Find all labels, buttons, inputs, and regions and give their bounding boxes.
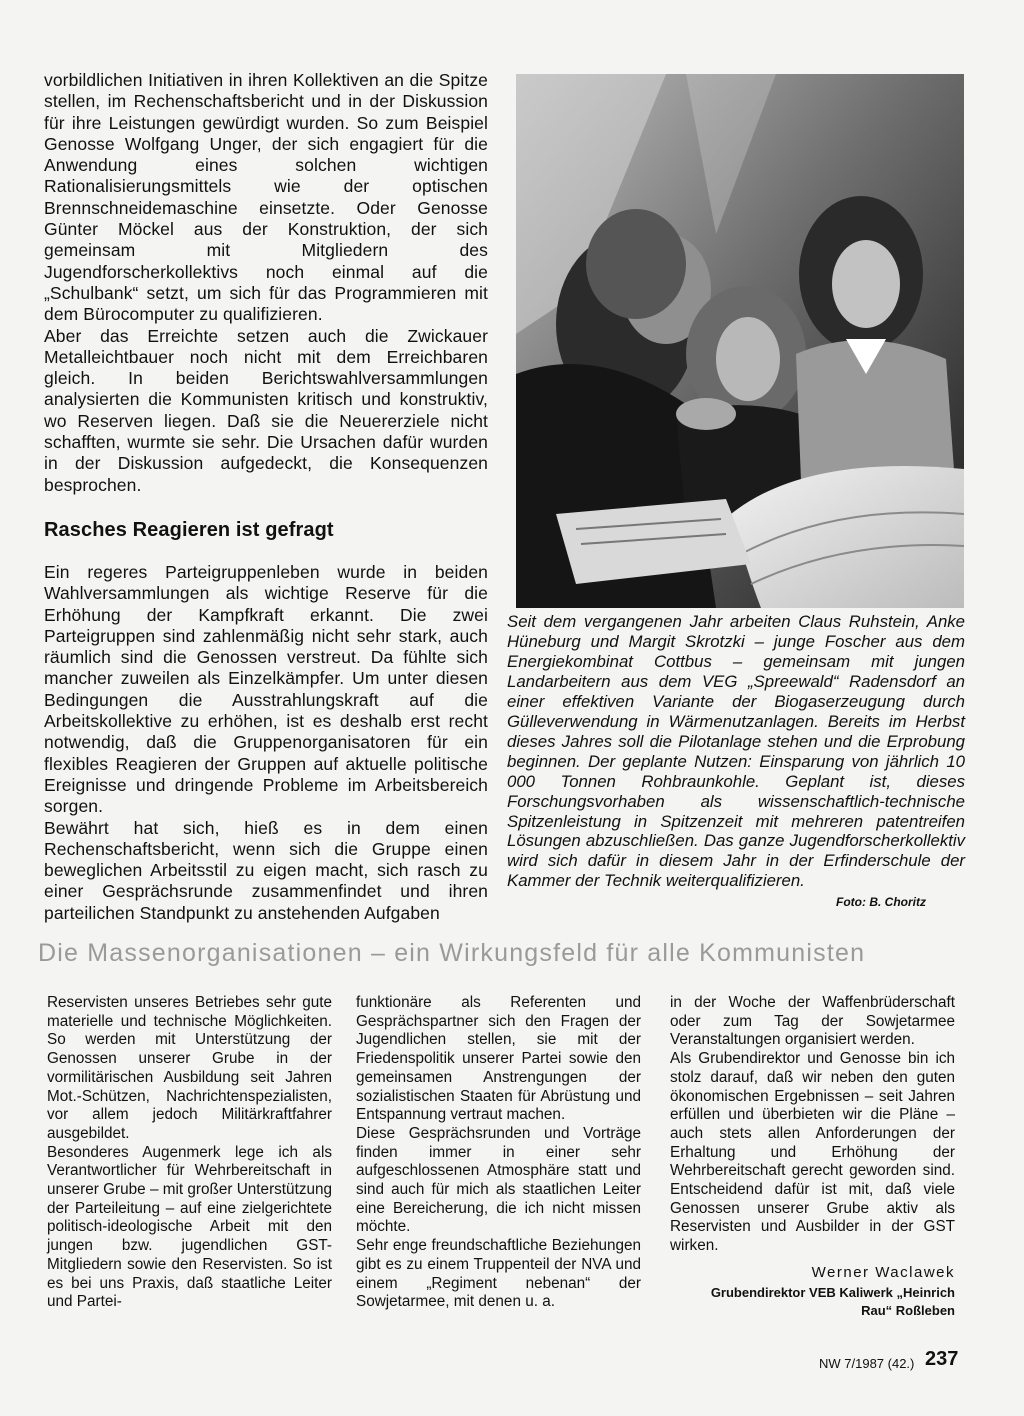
- bottom-column-3: [670, 994, 955, 1256]
- photo-credit: Foto: B. Choritz: [836, 895, 926, 909]
- column-paragraph: Reservisten unseres Betriebes sehr gute materielle und technische Möglichkeiten. So werden mit Unterstützung der Genossen unserer Grube in der vormilitärischen Ausbildung seit Jahren Mot.-Schützen, Nachrichtenspezialisten, vor allem jedoch Militärkraftfahrer ausgebildet.: [47, 994, 332, 1142]
- article-top-column: [44, 70, 488, 924]
- column-paragraph: in der Woche der Waffenbrüderschaft oder zum Tag der Sowjetarmee Veranstaltungen organisiert werden.: [670, 994, 955, 1049]
- photo-caption: Seit dem vergangenen Jahr arbeiten Claus Ruhstein, Anke Hüneburg und Margit Skrotzki – junge Foscher aus dem Energiekombinat Cottbus – gemeinsam mit jungen Landarbeitern aus dem VEG „Spreewald“ Radensdorf an einer effektiven Variante der Biogaserzeugung durch Gülleverwendung in Wärmenutzanlagen. Bereits im Herbst dieses Jahres soll die Pilotanlage stehen und die Erprobung beginnen. Der geplante Nutzen: Einsparung von jährlich 10 000 Tonnen Rohbraunkohle. Geplant ist, dieses Forschungsvorhaben als wissenschaftlich-technische Spitzenleistung in Spitzenzeit mit mehreren patentreifen Lösungen abzuschließen. Das ganze Jugendforscherkollektiv wird sich dafür in diesem Jahr in der Erfinderschule der Kammer der Technik weiterqualifizieren.: [507, 612, 965, 891]
- column-paragraph: funktionäre als Referenten und Gesprächspartner sich den Fragen der Jugendlichen stellen, sie mit der Friedenspolitik unserer Partei sowie den gemeinsamen Anstrengungen der sozialistischen Staaten für Abrüstung und Entspannung vertraut machen.: [356, 994, 641, 1124]
- column-paragraph: Als Grubendirektor und Genosse bin ich stolz darauf, daß wir neben den guten ökonomischen Ergebnissen – seit Jahren erfüllen und überbieten wir die Pläne – auch stets allen Anforderungen der Erhaltung und Erhöhung der Wehrbereitschaft gerecht geworden sind. Entscheidend dafür ist mit, daß viele Genossen unserer Grube aktiv als Reservisten und Ausbilder in der GST wirken.: [670, 1050, 955, 1255]
- photo-image: [516, 74, 964, 608]
- article-paragraph: Bewährt hat sich, hieß es in dem einen Rechenschaftsbericht, wenn sich die Gruppe einen beweglichen Arbeitsstil zu eigen macht, sich rasch zu einer Gesprächsrunde zusammenfindet und ihren parteilichen Standpunkt zu anstehenden Aufgaben: [44, 817, 488, 923]
- author-signature: [670, 1263, 955, 1319]
- issue-number: NW 7/1987 (42.): [819, 1356, 915, 1371]
- article-paragraph: Aber das Erreichte setzen auch die Zwickauer Metalleichtbauer noch nicht mit dem Erreichbaren gleich. In beiden Berichtswahlversammlungen analysierten die Kommunisten kritisch und konstruktiv, wo Reserven liegen. Daß sie die Neuererziele nicht schafften, wurmte sie sehr. Die Ursachen dafür wurden in der Diskussion aufgedeckt, die Konsequenzen besprochen.: [44, 325, 488, 495]
- article-photo: [516, 74, 964, 608]
- article-paragraph: vorbildlichen Initiativen in ihren Kollektiven an die Spitze stellen, im Rechenschaftsbericht und in der Diskussion für ihre Leistungen gewürdigt wurden. So zum Beispiel Genosse Wolfgang Unger, der sich engagiert für die Anwendung eines solchen wichtigen Rationalisierungsmittels wie der optischen Brennschneidemaschine einsetzte. Oder Genosse Günter Möckel aus der Konstruktion, der sich gemeinsam mit Mitgliedern des Jugendforscherkollektivs noch einmal auf die „Schulbank“ setzt, um sich für das Programmieren mit dem Bürocomputer zu qualifizieren.: [44, 70, 488, 325]
- bottom-column-2: [356, 994, 641, 1312]
- article-subheading: Rasches Reagieren ist gefragt: [44, 518, 334, 541]
- author-role-line: Grubendirektor VEB Kaliwerk „Heinrich: [710, 1285, 955, 1300]
- column-paragraph: Besonderes Augenmerk lege ich als Verantwortlicher für Wehrbereitschaft in unserer Grube – mit großer Unterstützung der Parteileitung – auf eine zielgerichtete politisch-ideologische Arbeit mit den jungen bzw. jugendlichen GST-Mitgliedern sowie den Reservisten. So ist es bei uns Praxis, daß staatliche Leiter und Partei-: [47, 1143, 332, 1311]
- section-heading: Die Massenorganisationen – ein Wirkungsfeld für alle Kommunisten: [38, 939, 866, 967]
- article-paragraph: Ein regeres Parteigruppenleben wurde in beiden Wahlversammlungen als wichtige Reserve für die Erhöhung der Kampfkraft erkannt. Die zwei Parteigruppen sind zahlenmäßig nicht sehr stark, auch räumlich sind die Genossen verstreut. Da fühlte sich mancher zuweilen als Einzelkämpfer. Um unter diesen Bedingungen die Ausstrahlungskraft auf die Arbeitskollektive zu erhöhen, ist es deshalb erst recht notwendig, daß die Gruppenorganisatoren für ein flexibles Reagieren der Gruppen auf aktuelle politische Ereignisse und dringende Probleme im Arbeitsbereich sorgen.: [44, 561, 488, 817]
- author-role-line: Rau“ Roßleben: [861, 1303, 955, 1318]
- column-paragraph: Diese Gesprächsrunden und Vorträge finden immer in einer sehr aufgeschlossenen Atmosphäre statt und sind auch für mich als staatlichen Leiter eine Bereicherung, die ich nicht missen möchte.: [356, 1124, 641, 1236]
- bottom-column-1: [47, 994, 332, 1312]
- page-number: 237: [925, 1348, 959, 1370]
- column-paragraph: Sehr enge freundschaftliche Beziehungen gibt es zu einem Truppenteil der NVA und einem „Regiment nebenan“ der Sowjetarmee, mit denen u. a.: [356, 1237, 641, 1311]
- author-name: Werner Waclawek: [811, 1264, 955, 1281]
